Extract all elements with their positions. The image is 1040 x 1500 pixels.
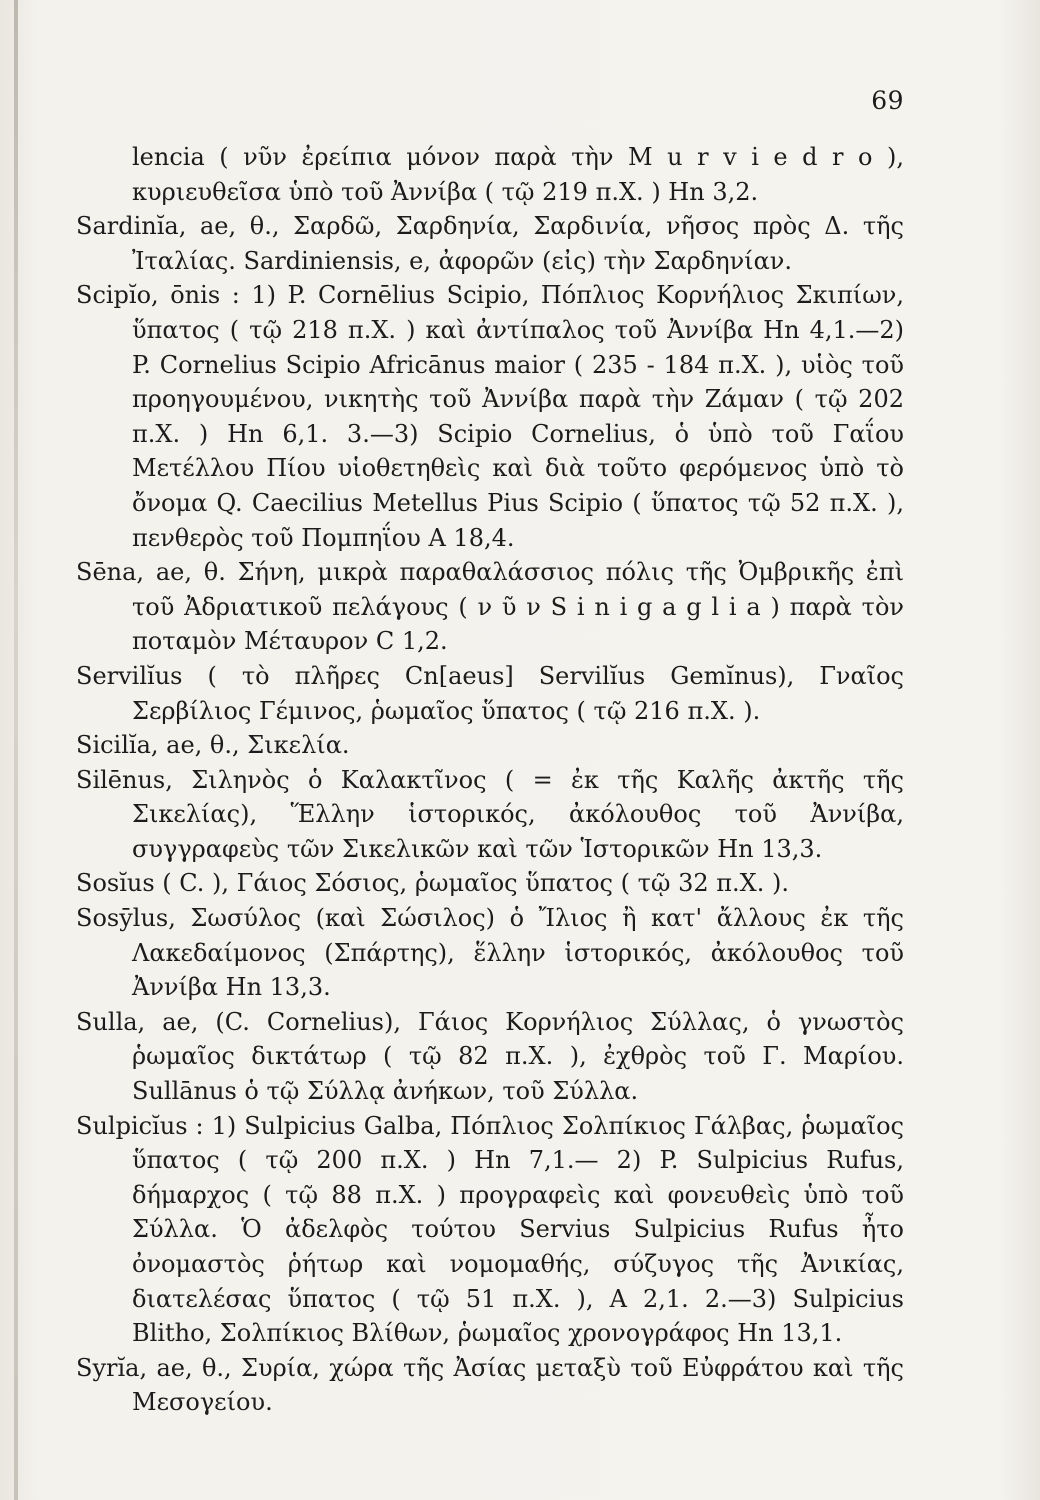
entry-sicilia: Sicilĭa, ae, θ., Σικελία. <box>76 731 350 760</box>
entry-lencia-continuation: lencia ( νῦν ἐρείπια μόνον παρὰ τὴν M u r v i e d r o ), κυριευθεῖσα ὑπὸ τοῦ Ἀννίβα ( τῷ 219 π.Χ. ) Hn 3,2. <box>132 143 904 206</box>
entry-servilius: Servilĭus ( τὸ πλῆρες Cn[aeus] Servilĭus Gemĭnus), Γναῖος Σερβίλιος Γέμινος, ῥωμαῖος ὕπατος ( τῷ 216 π.Χ. ). <box>76 661 904 725</box>
glossary-entries <box>76 140 904 1420</box>
page-number: 69 <box>871 86 904 115</box>
entry-sosylus: Sosȳlus, Σωσύλος (καὶ Σώσιλος) ὁ Ἴλιος ἢ κατ' ἄλλους ἐκ τῆς Λακεδαίμονος (Σπάρτης), ἕλλην ἱστορικός, ἀκόλουθος τοῦ Ἀννίβα Hn 13,3. <box>76 904 904 1002</box>
entry-scipio: Scipĭo, ōnis : 1) P. Cornēlius Scipio, Πόπλιος Κορνήλιος Σκιπίων, ὕπατος ( τῷ 218 π.Χ. ) καὶ ἀντίπαλος τοῦ Ἀννίβα Hn 4,1.—2) P. Cornelius Scipio Africānus maior ( 235 - 184 π.Χ. ), υἱὸς τοῦ προηγουμένου, νικητὴς τοῦ Ἀννίβα παρὰ τὴν Ζάμαν ( τῷ 202 π.Χ. ) Hn 6,1. 3.—3) Scipio Cornelius, ὁ ὑπὸ τοῦ Γαΐου Μετέλλου Πίου υἱοθετηθεὶς καὶ διὰ τοῦτο φερόμενος ὑπὸ τὸ ὄνομα Q. Caecilius Metellus Pius Scipio ( ὕπατος τῷ 52 π.Χ. ), πενθερὸς τοῦ Πομπηΐου A 18,4. <box>76 281 904 552</box>
entry-silenus: Silēnus, Σιληνὸς ὁ Καλακτῖνος ( = ἐκ τῆς Καλῆς ἀκτῆς τῆς Σικελίας), Ἕλλην ἱστορικός, ἀκόλουθος τοῦ Ἀννίβα, συγγραφεὺς τῶν Σικελικῶν καὶ τῶν Ἱστορικῶν Hn 13,3. <box>76 765 904 863</box>
page-left-edge <box>14 0 18 1500</box>
entry-sena: Sēna, ae, θ. Σήνη, μικρὰ παραθαλάσσιος πόλις τῆς Ὀμβρικῆς ἐπὶ τοῦ Ἀδριατικοῦ πελάγους ( ν ῦ ν S i n i g a g l i a ) παρὰ τὸν ποταμὸν Μέταυρον C 1,2. <box>76 558 904 656</box>
entry-syria: Syrĭa, ae, θ., Συρία, χώρα τῆς Ἀσίας μεταξὺ τοῦ Εὐφράτου καὶ τῆς Μεσογείου. <box>76 1353 904 1417</box>
entry-sosius: Sosĭus ( C. ), Γάιος Σόσιος, ῥωμαῖος ὕπατος ( τῷ 32 π.Χ. ). <box>76 869 789 898</box>
entry-sulpicius: Sulpicĭus : 1) Sulpicius Galba, Πόπλιος Σολπίκιος Γάλβας, ῥωμαῖος ὕπατος ( τῷ 200 π.Χ. ) Hn 7,1.— 2) P. Sulpicius Rufus, δήμαρχος ( τῷ 88 π.Χ. ) προγραφεὶς καὶ φονευθεὶς ὑπὸ τοῦ Σύλλα. Ὁ ἀδελφὸς τούτου Servius Sulpicius Rufus ἦτο ὀνομαστὸς ῥήτωρ καὶ νομομαθής, σύζυγος τῆς Ἀνικίας, διατελέσας ὕπατος ( τῷ 51 π.Χ. ), A 2,1. 2.—3) Sulpicius Blitho, Σολπίκιος Βλίθων, ῥωμαῖος χρονογράφος Hn 13,1. <box>76 1111 904 1348</box>
entry-sulla: Sulla, ae, (C. Cornelius), Γάιος Κορνήλιος Σύλλας, ὁ γνωστὸς ῥωμαῖος δικτάτωρ ( τῷ 82 π.Χ. ), ἐχθρὸς τοῦ Γ. Μαρίου. Sullānus ὁ τῷ Σύλλᾳ ἀνήκων, τοῦ Σύλλα. <box>76 1007 904 1106</box>
entry-sardinia: Sardinĭa, ae, θ., Σαρδῶ, Σαρδηνία, Σαρδινία, νῆσος πρὸς Δ. τῆς Ἰταλίας. Sardiniensis, e, ἀφορῶν (εἰς) τὴν Σαρδηνίαν. <box>76 212 904 275</box>
